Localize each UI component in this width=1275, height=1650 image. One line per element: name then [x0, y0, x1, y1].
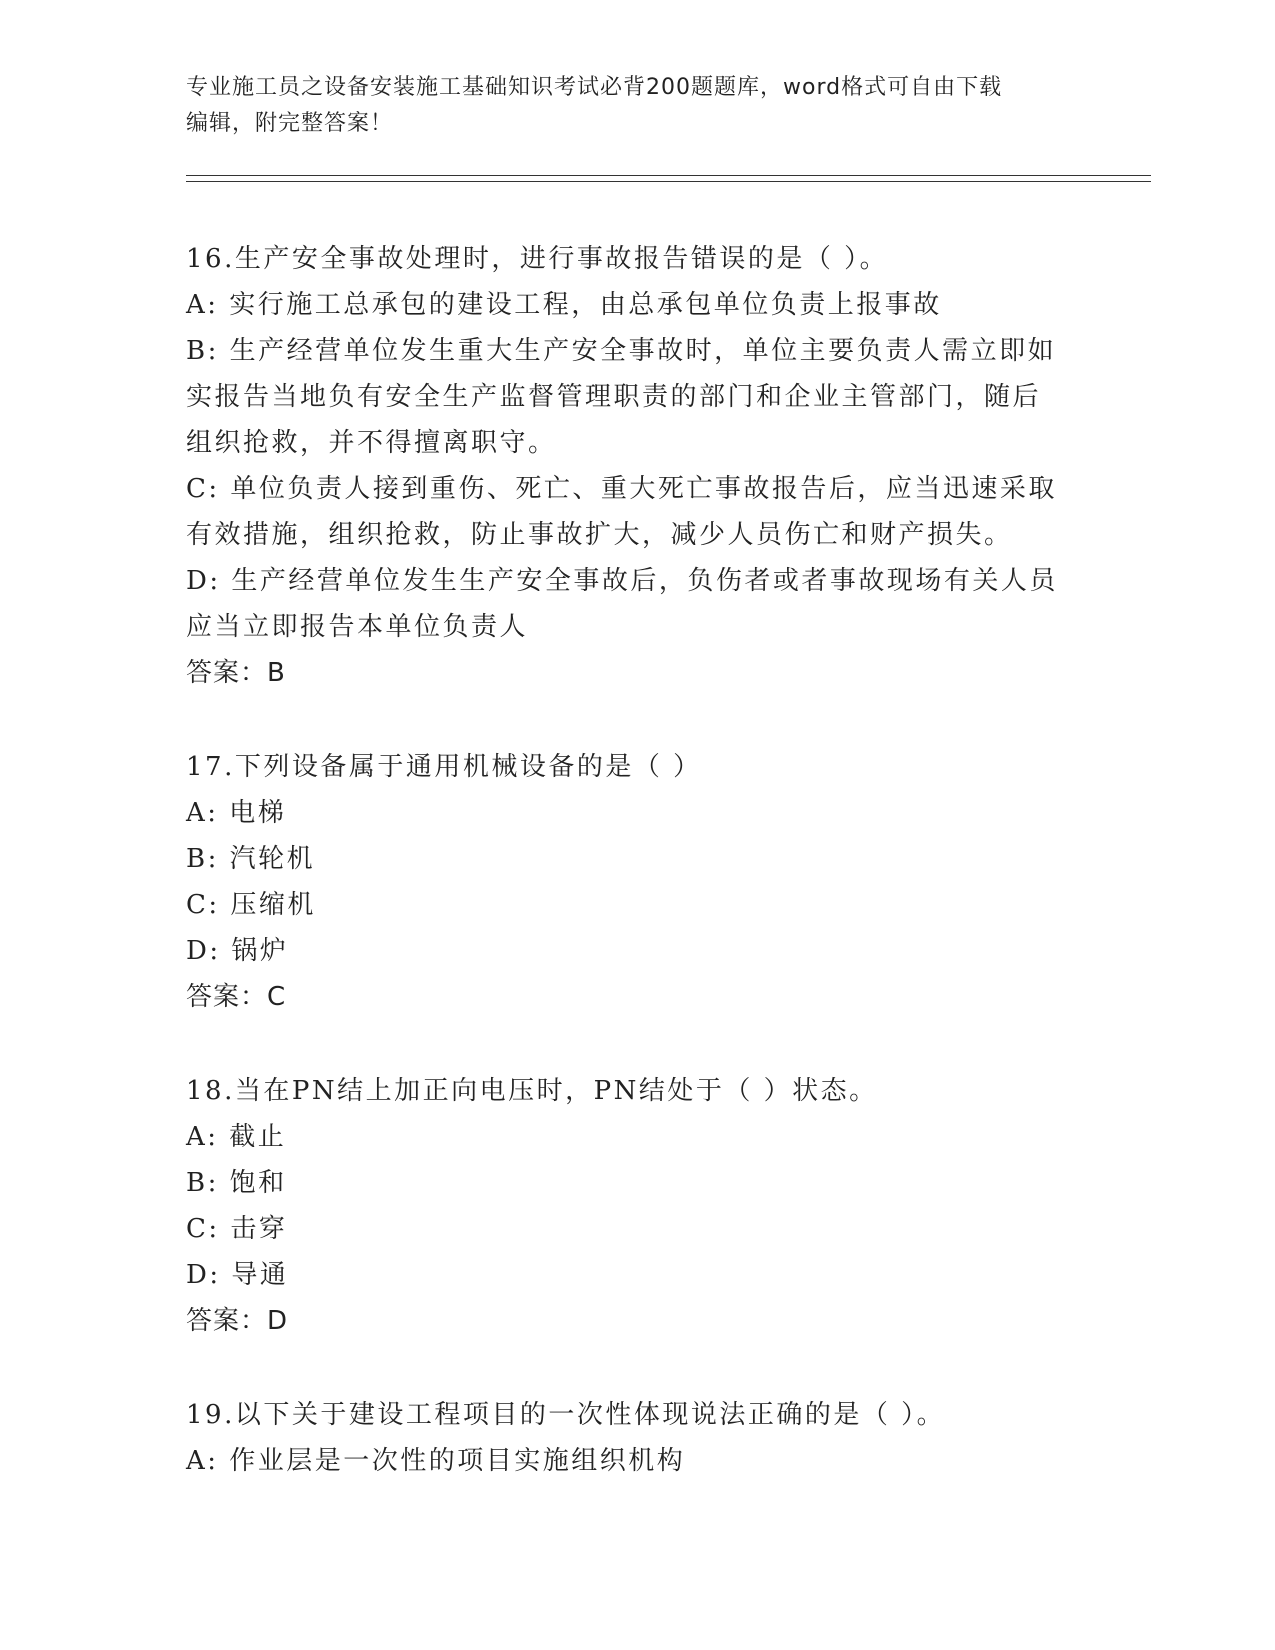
- option-line: A: 截止: [186, 1122, 287, 1152]
- option-line: D: 生产经营单位发生生产安全事故后，负伤者或者事故现场有关人员: [186, 566, 1058, 596]
- answer-key: 答案：C: [186, 982, 287, 1012]
- question-stem: 18.当在PN结上加正向电压时，PN结处于（ ）状态。: [186, 1076, 878, 1106]
- header-divider-top: [186, 175, 1151, 176]
- question-block: [186, 236, 1086, 696]
- answer-option: [186, 836, 1086, 882]
- answer-option: [186, 882, 1086, 928]
- header-line-1: 专业施工员之设备安装施工基础知识考试必背200题题库，word格式可自由下载: [186, 75, 1003, 100]
- question-block: [186, 744, 1086, 1020]
- option-line: 组织抢救，并不得擅离职守。: [186, 428, 557, 458]
- question-stem: 19.以下关于建设工程项目的一次性体现说法正确的是（ ）。: [186, 1400, 946, 1430]
- option-line: A: 作业层是一次性的项目实施组织机构: [186, 1446, 686, 1476]
- option-line: 实报告当地负有安全生产监督管理职责的部门和企业主管部门，随后: [186, 382, 1042, 412]
- header-divider-bottom: [186, 181, 1151, 182]
- question-stem: 16.生产安全事故处理时，进行事故报告错误的是（ ）。: [186, 244, 889, 274]
- option-line: B: 生产经营单位发生重大生产安全事故时，单位主要负责人需立即如: [186, 336, 1057, 366]
- option-line: C: 击穿: [186, 1214, 288, 1244]
- option-line: D: 锅炉: [186, 936, 289, 966]
- answer-option: [186, 1438, 1086, 1484]
- option-line: 有效措施，组织抢救，防止事故扩大，减少人员伤亡和财产损失。: [186, 520, 1013, 550]
- option-line: D: 导通: [186, 1260, 289, 1290]
- answer-option: [186, 1160, 1086, 1206]
- question-stem: 17.下列设备属于通用机械设备的是（ ）: [186, 752, 702, 782]
- question-block: [186, 1068, 1086, 1344]
- option-line: A: 电梯: [186, 798, 287, 828]
- answer-key: 答案：B: [186, 658, 286, 688]
- option-line: B: 饱和: [186, 1168, 287, 1198]
- answer-option: [186, 558, 1086, 650]
- answer-option: [186, 1206, 1086, 1252]
- answer-option: [186, 466, 1086, 558]
- answer-option: [186, 282, 1086, 328]
- answer-option: [186, 790, 1086, 836]
- option-line: C: 压缩机: [186, 890, 316, 920]
- answer-option: [186, 928, 1086, 974]
- option-line: B: 汽轮机: [186, 844, 316, 874]
- answer-key: 答案：D: [186, 1306, 289, 1336]
- option-line: 应当立即报告本单位负责人: [186, 612, 529, 642]
- option-line: C: 单位负责人接到重伤、死亡、重大死亡事故报告后，应当迅速采取: [186, 474, 1057, 504]
- answer-option: [186, 1252, 1086, 1298]
- question-list: [186, 236, 1086, 1532]
- answer-option: [186, 1114, 1086, 1160]
- question-block: [186, 1392, 1086, 1484]
- header-line-2: 编辑，附完整答案！: [186, 111, 394, 136]
- answer-option: [186, 328, 1086, 466]
- page-header: [186, 70, 1076, 142]
- option-line: A: 实行施工总承包的建设工程，由总承包单位负责上报事故: [186, 290, 942, 320]
